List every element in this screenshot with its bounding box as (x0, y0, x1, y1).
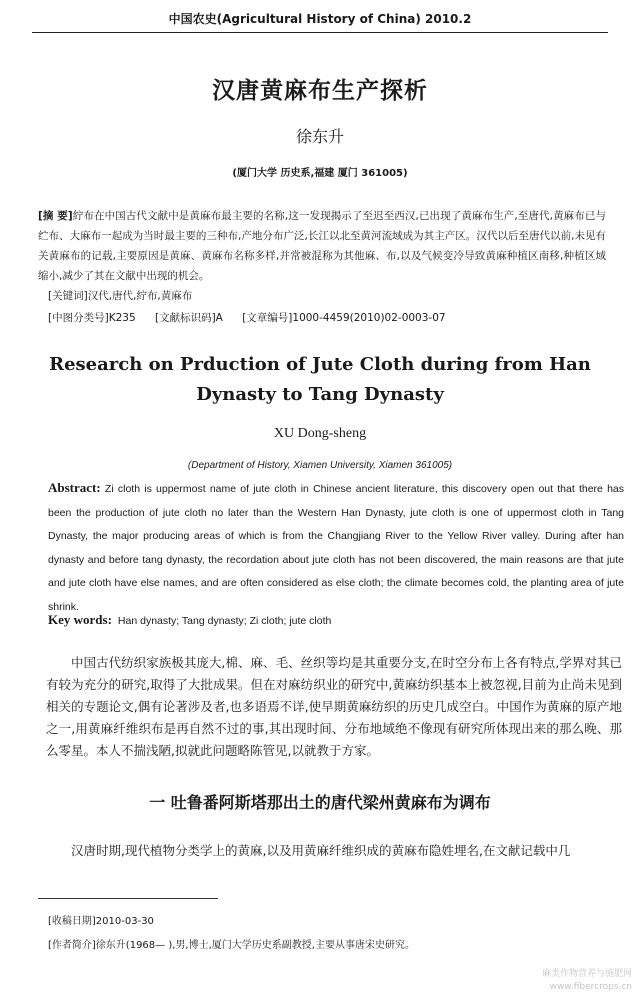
keywords-en-text: Han dynasty; Tang dynasty; Zi cloth; jute cloth (117, 615, 332, 627)
abstract-en (48, 476, 624, 619)
author-name-cn: 徐东升 (295, 127, 344, 146)
keywords-en (48, 612, 331, 628)
journal-header: 中国农史(Agricultural History of China) 2010.2 (168, 12, 472, 26)
keywords-cn-text: 汉代,唐代,紵布,黄麻布 (87, 290, 193, 302)
keywords-en-label: Key words: (48, 612, 112, 627)
abstract-en-label: Abstract: (48, 480, 101, 495)
abstract-cn-text: 紵布在中国古代文献中是黄麻布最主要的名称,这一发现揭示了至迟至西汉,已出现了黄麻布生产,至唐代,黄麻布已与纻布、大麻布一起成为当时最主要的三种布,产地分布广泛,长江以北至黄河流域成为其主产区。汉代以后至唐代以前,未见有关黄麻布的记载,主要原因是黄麻、黄麻布名称多样,并常被混称为其他麻、布,以及气候变冷导致黄麻种植区南移,种植区域缩小,减少了其在文献中出现的机会。 (38, 210, 606, 282)
footnote-rule (38, 898, 218, 899)
abstract-cn-label: [摘 要] (38, 210, 73, 222)
author-name-en: XU Dong-sheng (273, 426, 367, 441)
paper-title-en: Research on Prduction of Jute Cloth during from Han Dynasty to Tang Dynasty (49, 354, 591, 405)
abstract-en-text: Zi cloth is uppermost name of jute cloth in Chinese ancient literature, this discovery open out that there has been the production of jute cloth no later than the Western Han Dynasty, jute cloth is one of uppermost cloth in Tang Dynasty, the major producing areas of which is from the Changjiang River to the Yellow River valley. During after han dynasty and before tang dynasty, the recordation about jute cloth has not been discovered, the main reasons are that jute and jute cloth have else names, and are often considered as else cloth; the climate becomes cold, the planting area of jute shrink. (48, 483, 624, 613)
watermark-line-1: 麻类作物营养与施肥网 (541, 969, 632, 979)
footnote-author-bio: [作者简介]徐东升(1968— ),男,博士,厦门大学历史系副教授,主要从事唐宋史研究。 (48, 940, 415, 951)
footnote-received-date: [收稿日期]2010-03-30 (48, 916, 154, 927)
abstract-cn (38, 206, 606, 286)
affiliation-cn: (厦门大学 历史系,福建 厦门 361005) (232, 168, 408, 179)
keywords-cn (48, 288, 192, 303)
paper-title-cn: 汉唐黄麻布生产探析 (212, 78, 428, 104)
classification-cn (48, 310, 462, 325)
clc-number: [中图分类号]K235 (48, 312, 136, 324)
body-paragraph: 汉唐时期,现代植物分类学上的黄麻,以及用黄麻纤维织成的黄麻布隐姓埋名,在文献记载中几 (71, 843, 571, 858)
header-rule (32, 32, 608, 33)
site-watermark (542, 968, 632, 994)
intro-paragraph: 中国古代纺织家族极其庞大,棉、麻、毛、丝织等均是其重要分支,在时空分布上各有特点,学界对其已有较为充分的研究,取得了大批成果。但在对麻纺织业的研究中,黄麻纺织基本上被忽视,目前为止尚未见到相关的专题论文,偶有论著涉及者,也多语焉不详,使早期黄麻纺织的历史几成空白。中国作为黄麻的原产地之一,用黄麻纤维织布是再自然不过的事,其出现时间、分布地域绝不像现有研究所体现出来的那么晚、那么零星。本人不揣浅陋,拟就此问题略陈管见,以就教于方家。 (46, 655, 622, 758)
keywords-cn-label: [关键词] (48, 290, 88, 302)
document-code: [文献标识码]A (154, 312, 223, 324)
affiliation-en: (Department of History, Xiamen University, Xiamen 361005) (187, 460, 453, 471)
article-number: [文章编号]1000-4459(2010)02-0003-07 (242, 312, 446, 324)
section-heading-1: 一 吐鲁番阿斯塔那出土的唐代梁州黄麻布为调布 (149, 793, 491, 812)
watermark-line-2: www.fibercrops.cn (549, 982, 632, 992)
